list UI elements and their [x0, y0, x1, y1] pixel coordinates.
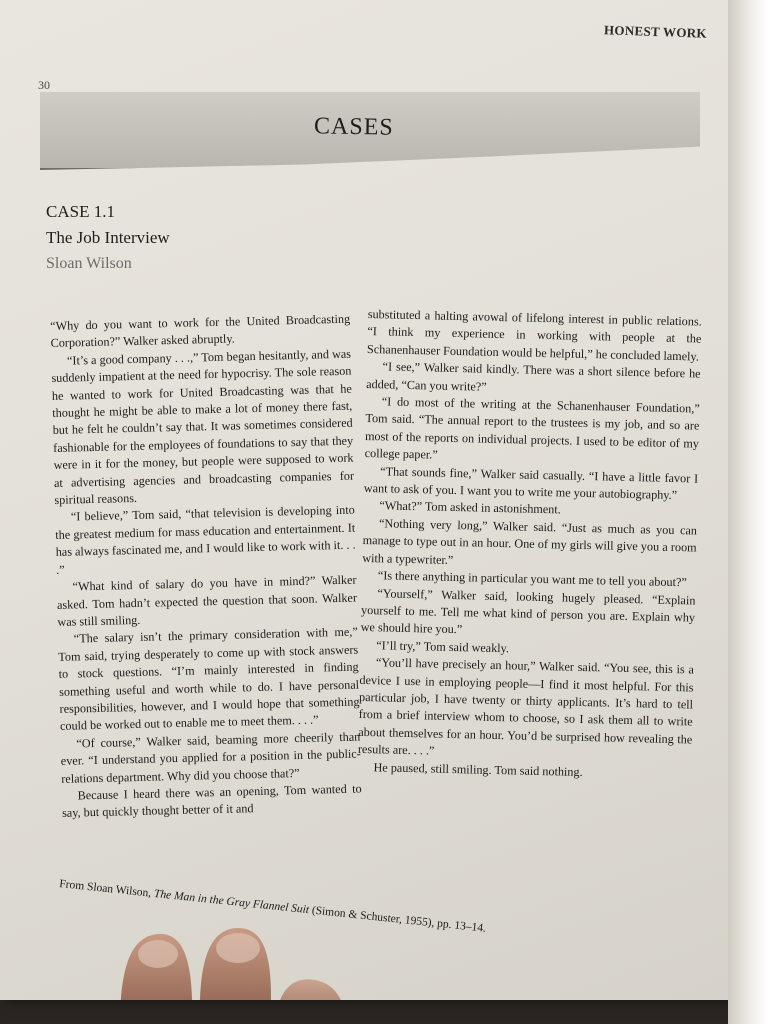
running-head: HONEST WORK: [603, 22, 708, 41]
source-suffix: (Simon & Schuster, 1955), pp. 13–14.: [308, 904, 487, 935]
paragraph: He paused, still smiling. Tom said nothing.: [373, 759, 583, 779]
paragraph: “I see,” Walker said kindly. There was a short silence before he added, “Can you write?”: [366, 359, 701, 394]
case-number: CASE 1.1: [46, 202, 115, 221]
paragraph: “You’ll have precisely an hour,” Walker said. “You see, this is a device I use in employing people—I find it most helpful. For this particular job, I have twenty or thirty applicants. It’s hard to tell from a brief interview whom to choose, so I ask them all to write about themselves for an hour. You’d be surprised how revealing the results are. . . .”: [357, 655, 694, 758]
left-text-column: [50, 311, 362, 823]
paragraph: “That sounds fine,” Walker said casually. “I have a little favor I want to ask of you. I want you to write me your autobiography.”: [363, 463, 699, 503]
paragraph: “I’ll try,” Tom said weakly.: [376, 637, 510, 656]
paragraph: substituted a halting avowal of lifelong interest in public relations. “I think my experience in working with people at the Schanenhauser Foundation would be helpful,” he concluded lamely.: [366, 306, 702, 364]
fingers-image: [110, 910, 350, 1000]
paragraph: “Nothing very long,” Walker said. “Just as much as you can manage to type out in an hour. One of my girls will give you a room with a typewriter.”: [362, 516, 698, 567]
case-title: The Job Interview: [46, 228, 170, 247]
paragraph: Because I heard there was an opening, Tom wanted to say, but quickly thought better of it and: [61, 781, 362, 821]
paragraph: “Of course,” Walker said, beaming more cheerily than ever. “I understand you applied for a position in the public-relations department. Why did you choose that?”: [60, 729, 361, 786]
paragraph: “What?” Tom asked in astonishment.: [379, 498, 561, 517]
paragraph: “The salary isn’t the primary consideration with me,” Tom said, trying desperately to come up with stock answers to stock questions. “I’m mainly interested in finding something useful and worth while to do. I have personal responsibilities, however, and I would hope that something could be worked out to enable me to meet them. . . .”: [58, 624, 360, 734]
section-title: CASES: [313, 113, 394, 141]
page-number: 30: [38, 78, 50, 92]
paragraph: “Is there anything in particular you want me to tell you about?”: [377, 568, 687, 590]
paragraph: “What kind of salary do you have in mind?” Walker asked. Tom hadn’t expected the question that soon. Walker was still smiling.: [56, 572, 358, 629]
source-prefix: From Sloan Wilson,: [58, 878, 155, 900]
paragraph: “It’s a good company . . .,” Tom began hesitantly, and was suddenly impatient at the need for hypocrisy. The sole reason he wanted to work for United Broadcasting was that he thought he might be able to make a lot of money there fast, but he felt he couldn’t say that. It was sometimes considered fashionable for the employees of foundations to say that they were in it for the money, but people were supposed to work at advertising agencies and broadcasting companies for spiritual reasons.: [51, 346, 355, 508]
case-author: Sloan Wilson: [46, 255, 132, 272]
right-text-column: [357, 306, 702, 783]
paragraph: “Yourself,” Walker said, looking hugely pleased. “Explain yourself to me. Tell me what kind of person you are. Explain why we should hire you.”: [360, 585, 696, 637]
paragraph: “I believe,” Tom said, “that television is developing into the greatest medium for mass education and entertainment. It has always fascinated me, and I would like to work with it. . . .”: [55, 503, 356, 577]
source-book-title: The Man in the Gray Flannel Suit: [153, 887, 310, 917]
paragraph: “I do most of the writing at the Schanenhauser Foundation,” Tom said. “The annual report to the trustees is my job, and so are most of the reports on individual projects. I used to be editor of my college paper.”: [364, 394, 700, 462]
paragraph: “Why do you want to work for the United Broadcasting Corporation?” Walker asked abruptly.: [50, 311, 351, 351]
next-page-edge: [728, 0, 768, 1024]
